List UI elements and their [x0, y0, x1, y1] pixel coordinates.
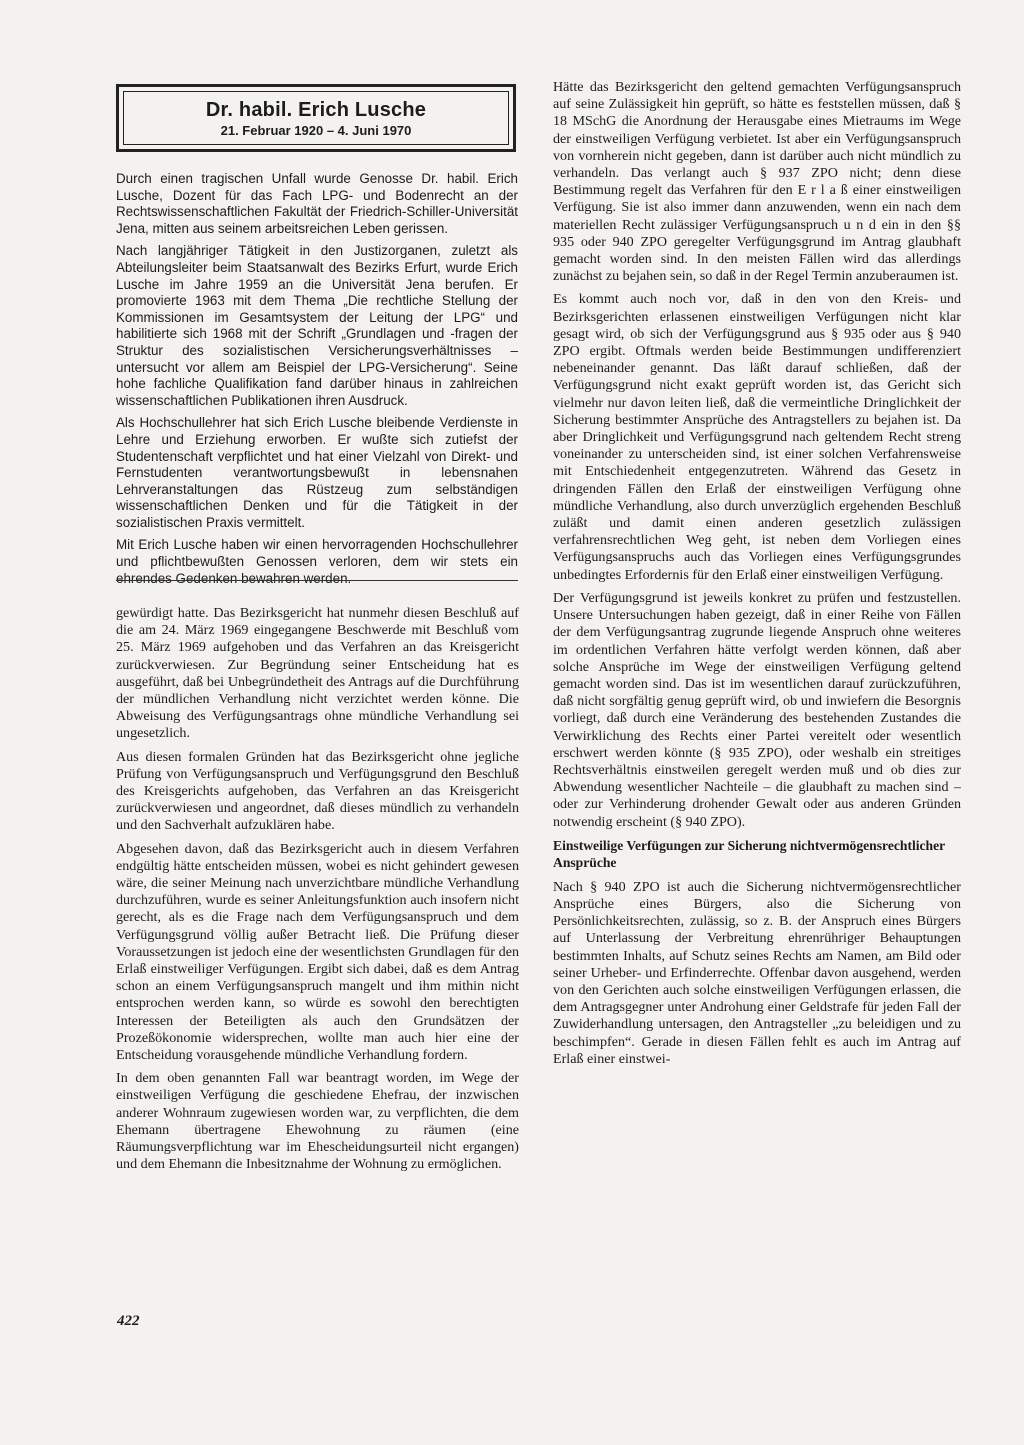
obituary-name: Dr. habil. Erich Lusche [205, 98, 427, 121]
body-paragraph: Abgesehen davon, daß das Bezirksgericht auch in diesem Verfahren endgültig hätte entscheiden müssen, wobei es nicht gehindert gewesen wäre, die seiner Meinung nach unverzichtbare mündliche Verhandlung durchzuführen, wurde es seiner Anleitungsfunktion auch insofern nicht gerecht, als es die Frage nach dem Verfügungsanspruch und dem Verfügungsgrund völlig außer Betracht ließ. Die Prüfung dieser Voraussetzungen ist jedoch eine der wesentlichsten Grundlagen für den Erlaß einstweiliger Verfügungen. Ergibt sich dabei, daß es dem Antrag schon an einem Verfügungsanspruch mangelt und ihm mithin nicht entsprochen werden kann, so würde es sowohl den berechtigten Interessen der Beteiligten als auch den Grundsätzen der Prozeßökonomie widersprechen, wollte man auch hier eine der Entscheidung vorausgehende mündliche Verhandlung fordern. [116, 840, 519, 1064]
body-paragraph: Hätte das Bezirksgericht den geltend gemachten Verfügungsanspruch auf seine Zulässigkeit hin geprüft, so hätte es feststellen müssen, daß § 18 MSchG die Anordnung der Herausgabe eines Mietraums im Wege der einstweiligen Verfügung verbietet. Ist aber ein Verfügungsanspruch von vornherein nicht gegeben, dann ist darüber auch nicht mündlich zu verhandeln. Das verlangt auch § 937 ZPO nicht; denn diese Bestimmung regelt das Verfahren für den E r l a ß einer einstweiligen Verfügung. Sie ist also immer dann anzuwenden, wenn ein nach dem materiellen Recht zulässiger Verfügungsanspruch u n d ein in den §§ 935 oder 940 ZPO geregelter Verfügungsgrund im Antrag glaubhaft gemacht worden sind. In den meisten Fällen wird das allerdings zunächst zu bejahen sein, so daß in der Regel Termin anzuberaumen ist. [553, 79, 961, 285]
body-paragraph: Aus diesen formalen Gründen hat das Bezirksgericht ohne jegliche Prüfung von Verfügungsanspruch und Verfügungsgrund den Beschluß des Kreisgerichts aufgehoben, das Verfahren an das Kreisgericht zurückverwiesen und angeordnet, daß dieses mündlich zu verhandeln und den Sachverhalt aufzuklären habe. [116, 748, 519, 834]
body-paragraph: Nach § 940 ZPO ist auch die Sicherung nichtvermögensrechtlicher Ansprüche eines Bürgers, also die Sicherung von Persönlichkeitsrechten, zulässig, so z. B. der Anspruch eines Bürgers auf Unterlassung der Verbreitung ehrenrühriger Behauptungen bestimmten Inhalts, auf Schutz seines Rechts am Namen, am Bild oder seiner Urheber- und Erfinderrechte. Offenbar davon ausgehend, werden von den Gerichten auch solche einstweiligen Verfügungen erlassen, die dem Antragsgegner unter Androhung einer Geldstrafe für jeden Fall der Zuwiderhandlung untersagen, den Antragsteller „zu beleidigen und zu beschimpfen“. Gerade in diesen Fällen fehlt es auch im Antrag auf Erlaß einer einstwei- [553, 878, 961, 1067]
left-column-text [116, 605, 519, 1180]
obituary-box-inner-frame [123, 91, 509, 145]
obituary-text [116, 171, 518, 593]
section-heading: Einstweilige Verfügungen zur Sicherung nichtvermögensrechtlicher Ansprüche [553, 837, 945, 870]
obituary-paragraph: Durch einen tragischen Unfall wurde Genosse Dr. habil. Erich Lusche, Dozent für das Fach LPG- und Bodenrecht an der Rechtswissenschaftlichen Fakultät der Friedrich-Schiller-Universität Jena, mitten aus seinem arbeitsreichen Leben gerissen. [116, 171, 518, 236]
obituary-divider [116, 580, 518, 581]
obituary-paragraph: Als Hochschullehrer hat sich Erich Lusche bleibende Verdienste in Lehre und Erziehung erworben. Er wußte sich zutiefst der Studentenschaft verpflichtet und hat einer Vielzahl von Direkt- und Fernstudenten verantwortungsbewußt in lebensnahen Lehrveranstaltungen das Rüstzeug zum selbständigen wissenschaftlichen Denken und für die Tätigkeit in der sozialistischen Praxis vermittelt. [116, 415, 518, 530]
body-paragraph: Der Verfügungsgrund ist jeweils konkret zu prüfen und festzustellen. Unsere Untersuchungen haben gezeigt, daß in einer Reihe von Fällen der dem Verfügungsantrag zugrunde liegende Anspruch ohne weiteres im ordentlichen Verfahren hätte verfolgt werden können, daß aber solche Ansprüche im Wege der einstweiligen Verfügung geltend gemacht worden sind. Das ist im wesentlichen darauf zurückzuführen, daß nicht sorgfältig genug geprüft wird, ob und inwiefern die Besorgnis vorliegt, daß durch eine Veränderung des bestehenden Zustandes die Verwirklichung des Rechts einer Partei vereitelt oder wesentlich erschwert werden könnte (§ 935 ZPO), oder weshalb ein streitiges Rechtsverhältnis einstweilen geregelt werden muß und ob dies zur Abwendung wesentlicher Nachteile – die glaubhaft zu machen sind – oder zur Verhinderung drohender Gewalt oder aus anderen Gründen notwendig erscheint (§ 940 ZPO). [553, 589, 961, 830]
page-number: 422 [117, 1313, 140, 1329]
right-column-text [553, 79, 961, 1074]
obituary-dates: 21. Februar 1920 – 4. Juni 1970 [220, 122, 412, 138]
obituary-paragraph: Mit Erich Lusche haben wir einen hervorragenden Hochschullehrer und pflichtbewußten Genossen verloren, dem wir stets ein ehrendes Gedenken bewahren werden. [116, 537, 518, 586]
body-paragraph: Es kommt auch noch vor, daß in den von den Kreis- und Bezirksgerichten erlassenen einstweiligen Verfügungen nicht klar gesagt wird, ob sich der Verfügungsgrund aus § 935 oder aus § 940 ZPO ergibt. Oftmals werden beide Bestimmungen undifferenziert nebeneinander genannt. Das läßt darauf schließen, daß der Verfügungsgrund nicht exakt geprüft worden ist, das Gericht sich vielmehr nur davon leiten ließ, daß die vermeintliche Dringlichkeit der Sicherung bestimmter Ansprüche des Antragstellers zu bejahen ist. Da aber Dringlichkeit und Verfügungsgrund nach geltendem Recht streng voneinander zu unterscheiden sind, ist einer solchen Verfahrensweise mit Entschiedenheit entgegenzutreten. Während das Gesetz in dringenden Fällen den Erlaß der einstweiligen Verfügung ohne mündliche Verhandlung, also durch unverzüglich ergehenden Beschluß zuläßt und damit einen anderen gesetzlich zulässigen verfahrensrechtlichen Weg geht, ist neben dem Vorliegen eines Verfügungsanspruchs auch das Vorliegen eines Verfügungsgrundes unbedingtes Erfordernis für den Erlaß einer einstweiligen Verfügung. [553, 291, 961, 583]
body-paragraph: gewürdigt hatte. Das Bezirksgericht hat nunmehr diesen Beschluß auf die am 24. März 1969 eingegangene Beschwerde mit Beschluß vom 25. März 1969 aufgehoben und das Verfahren an das Kreisgericht zurückverwiesen. Zur Begründung seiner Entscheidung hat es ausgeführt, daß bei Unbegründetheit des Antrags auf die Durchführung der mündlichen Verhandlung nicht verzichtet werden könne. Die Abweisung des Verfügungsantrags ohne mündliche Verhandlung sei ungesetzlich. [116, 605, 519, 742]
body-paragraph: In dem oben genannten Fall war beantragt worden, im Wege der einstweiligen Verfügung die geschiedene Ehefrau, der inzwischen anderer Wohnraum zugewiesen worden war, zu verpflichten, die dem Ehemann übertragene Ehewohnung zu räumen (eine Räumungsverpflichtung war im Ehescheidungsurteil nicht ergangen) und dem Ehemann die Inbesitznahme der Wohnung zu ermöglichen. [116, 1070, 519, 1173]
obituary-box [116, 84, 516, 152]
obituary-paragraph: Nach langjähriger Tätigkeit in den Justizorganen, zuletzt als Abteilungsleiter beim Staatsanwalt des Bezirks Erfurt, wurde Erich Lusche im Jahre 1959 an die Universität Jena berufen. Er promovierte 1963 mit dem Thema „Die rechtliche Stellung der Kommissionen im Gesamtsystem der Leitung der LPG“ und habilitierte sich 1968 mit der Schrift „Grundlagen und -fragen der Struktur des sozialistischen Versicherungsverhältnisses – untersucht vor allem am Beispiel der LPG-Versicherung“. Seine hohe fachliche Qualifikation fand darüber hinaus in zahlreichen wissenschaftlichen Publikationen ihren Ausdruck. [116, 243, 518, 408]
